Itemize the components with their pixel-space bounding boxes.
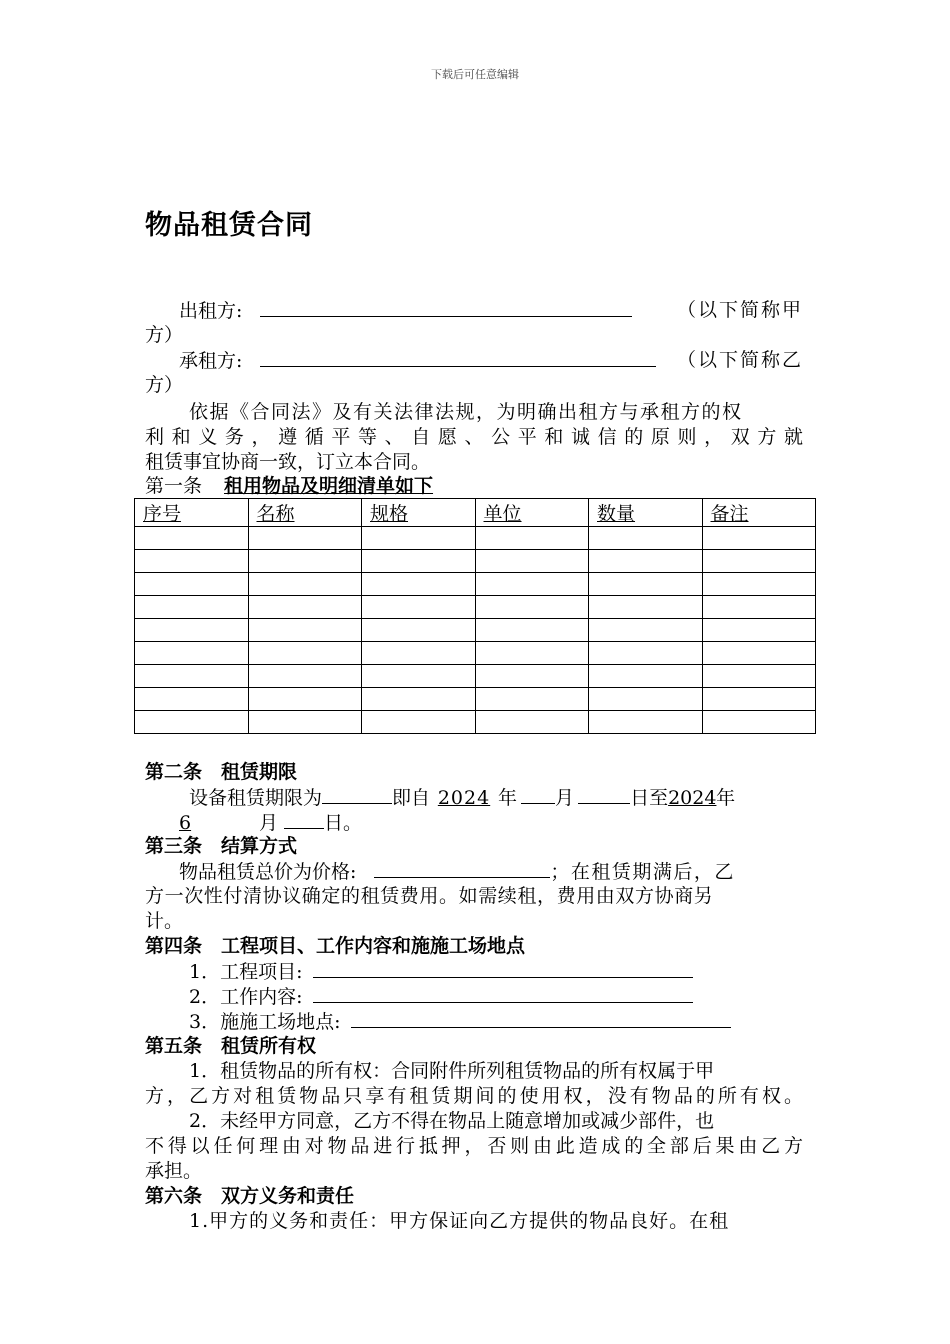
table-cell[interactable] — [362, 688, 476, 711]
table-cell[interactable] — [702, 688, 816, 711]
table-cell[interactable] — [362, 573, 476, 596]
rental-period-label: 设备租赁期限为 — [189, 787, 323, 809]
table-cell[interactable] — [702, 550, 816, 573]
table-cell[interactable] — [135, 642, 249, 665]
lessor-line — [179, 298, 632, 323]
table-cell[interactable] — [589, 711, 703, 734]
column-header: 序号 — [135, 499, 249, 527]
ownership-p2-line3: 承担。 — [145, 1160, 203, 1182]
table-row — [135, 573, 816, 596]
year-label: 年 — [498, 787, 518, 809]
price-line-rest: ；在租赁期满后，乙 — [550, 861, 735, 883]
table-cell[interactable] — [248, 573, 362, 596]
month-label: 月 — [259, 812, 279, 834]
table-cell[interactable] — [362, 527, 476, 550]
end-year-field[interactable]: 2024 — [668, 787, 717, 809]
table-cell[interactable] — [589, 527, 703, 550]
work-content-field[interactable] — [313, 984, 693, 1003]
column-header: 规格 — [362, 499, 476, 527]
obligations-p1-line1: 1.甲方的义务和责任：甲方保证向乙方提供的物品良好。在租 — [189, 1210, 730, 1232]
table-cell[interactable] — [362, 642, 476, 665]
table-cell[interactable] — [248, 550, 362, 573]
table-cell[interactable] — [589, 642, 703, 665]
table-cell[interactable] — [475, 573, 589, 596]
table-cell[interactable] — [248, 642, 362, 665]
table-cell[interactable] — [248, 596, 362, 619]
table-cell[interactable] — [589, 688, 703, 711]
preamble-line-3: 租赁事宜协商一致，订立本合同。 — [145, 451, 431, 473]
table-cell[interactable] — [589, 596, 703, 619]
table-row — [135, 550, 816, 573]
table-cell[interactable] — [248, 688, 362, 711]
lessee-tail: 方） — [145, 374, 184, 396]
lessee-line — [179, 348, 656, 373]
project-field[interactable] — [313, 959, 693, 978]
table-cell[interactable] — [135, 688, 249, 711]
month-label: 月 — [555, 787, 575, 809]
table-cell[interactable] — [475, 619, 589, 642]
article-1-title: 租用物品及明细清单如下 — [224, 475, 434, 497]
article-5-heading: 第五条 租赁所有权 — [145, 1035, 317, 1057]
day-label: 日。 — [324, 812, 363, 834]
table-row — [135, 527, 816, 550]
start-month-field[interactable] — [521, 785, 555, 804]
price-line — [179, 859, 735, 884]
table-cell[interactable] — [135, 619, 249, 642]
table-cell[interactable] — [475, 711, 589, 734]
total-price-field[interactable] — [374, 859, 550, 878]
start-day-field[interactable] — [578, 785, 630, 804]
site-label: 3．施施工场地点: — [189, 1011, 341, 1033]
to-label: 日至 — [630, 787, 669, 809]
table-cell[interactable] — [248, 619, 362, 642]
table-cell[interactable] — [362, 550, 476, 573]
table-cell[interactable] — [135, 596, 249, 619]
table-cell[interactable] — [362, 619, 476, 642]
table-cell[interactable] — [362, 665, 476, 688]
lessor-name-field[interactable] — [260, 298, 632, 317]
table-cell[interactable] — [589, 619, 703, 642]
table-cell[interactable] — [702, 596, 816, 619]
table-cell[interactable] — [702, 642, 816, 665]
article-1-heading — [145, 474, 537, 498]
table-row — [135, 642, 816, 665]
page-header-note: 下载后可任意编辑 — [431, 68, 519, 81]
table-cell[interactable] — [702, 665, 816, 688]
rental-period-line-2 — [179, 810, 362, 835]
table-body — [135, 527, 816, 734]
end-day-field[interactable] — [284, 810, 324, 829]
from-label: 即自 — [392, 787, 431, 809]
end-month-field[interactable]: 6 — [179, 812, 192, 834]
table-cell[interactable] — [135, 550, 249, 573]
table-cell[interactable] — [475, 527, 589, 550]
table-row — [135, 619, 816, 642]
price-line-3: 计。 — [145, 910, 184, 932]
column-header: 数量 — [589, 499, 703, 527]
preamble-line-2: 利和义务，遵循平等、自愿、公平和诚信的原则，双方就 — [145, 426, 803, 448]
table-cell[interactable] — [475, 550, 589, 573]
table-row — [135, 665, 816, 688]
work-content-label: 2．工作内容: — [189, 986, 303, 1008]
table-cell[interactable] — [475, 688, 589, 711]
article-2-heading: 第二条 租赁期限 — [145, 761, 298, 783]
table-cell[interactable] — [475, 596, 589, 619]
lessor-label: 出租方: — [179, 300, 243, 322]
project-line — [189, 959, 693, 984]
table-row — [135, 711, 816, 734]
start-year-field[interactable]: 2024 — [437, 787, 491, 809]
table-cell[interactable] — [475, 642, 589, 665]
table-cell[interactable] — [135, 711, 249, 734]
table-row — [135, 688, 816, 711]
project-label: 1．工程项目: — [189, 961, 303, 983]
column-header: 备注 — [702, 499, 816, 527]
table-cell[interactable] — [362, 596, 476, 619]
table-cell[interactable] — [248, 527, 362, 550]
table-cell[interactable] — [702, 573, 816, 596]
article-3-heading: 第三条 结算方式 — [145, 835, 298, 857]
lessor-tail: 方） — [145, 324, 184, 346]
table-cell[interactable] — [702, 527, 816, 550]
article-1-number: 第一条 — [145, 475, 203, 497]
lessee-name-field[interactable] — [260, 348, 656, 367]
lessee-label: 承租方: — [179, 350, 243, 372]
site-line — [189, 1009, 731, 1034]
table-cell[interactable] — [135, 527, 249, 550]
preamble-line-1: 依据《合同法》及有关法律法规，为明确出租方与承租方的权 — [189, 401, 743, 423]
site-field[interactable] — [351, 1009, 731, 1028]
table-cell[interactable] — [135, 665, 249, 688]
table-cell[interactable] — [702, 619, 816, 642]
table-cell[interactable] — [589, 573, 703, 596]
document-title: 物品租赁合同 — [145, 210, 313, 241]
lessee-suffix: （以下简称乙 — [677, 349, 804, 371]
column-header: 单位 — [475, 499, 589, 527]
table-cell[interactable] — [475, 665, 589, 688]
article-6-heading: 第六条 双方义务和责任 — [145, 1185, 355, 1207]
year-label: 年 — [716, 787, 736, 809]
price-line-2: 方一次性付清协议确定的租赁费用。如需续租，费用由双方协商另 — [145, 885, 714, 907]
ownership-p2-line1: 2．未经甲方同意，乙方不得在物品上随意增加或减少部件，也 — [189, 1110, 715, 1132]
table-cell[interactable] — [248, 711, 362, 734]
rental-items-table — [134, 498, 816, 734]
work-content-line — [189, 984, 693, 1009]
article-4-heading: 第四条 工程项目、工作内容和施施工场地点 — [145, 935, 526, 957]
rental-duration-field[interactable] — [322, 785, 392, 804]
lessor-suffix: （以下简称甲 — [677, 299, 804, 321]
table-cell[interactable] — [362, 711, 476, 734]
table-cell[interactable] — [589, 665, 703, 688]
ownership-p2-line2: 不得以任何理由对物品进行抵押，否则由此造成的全部后果由乙方 — [145, 1135, 803, 1157]
ownership-p1-line2: 方，乙方对租赁物品只享有租赁期间的使用权，没有物品的所有权。 — [145, 1085, 803, 1107]
ownership-p1-line1: 1．租赁物品的所有权：合同附件所列租赁物品的所有权属于甲 — [189, 1060, 715, 1082]
rental-period-line — [189, 785, 735, 810]
column-header: 名称 — [248, 499, 362, 527]
price-label: 物品租赁总价为价格: — [179, 861, 357, 883]
table-cell[interactable] — [589, 550, 703, 573]
table-row — [135, 596, 816, 619]
table-cell[interactable] — [702, 711, 816, 734]
table-header-row — [135, 499, 816, 527]
table-cell[interactable] — [248, 665, 362, 688]
table-cell[interactable] — [135, 573, 249, 596]
